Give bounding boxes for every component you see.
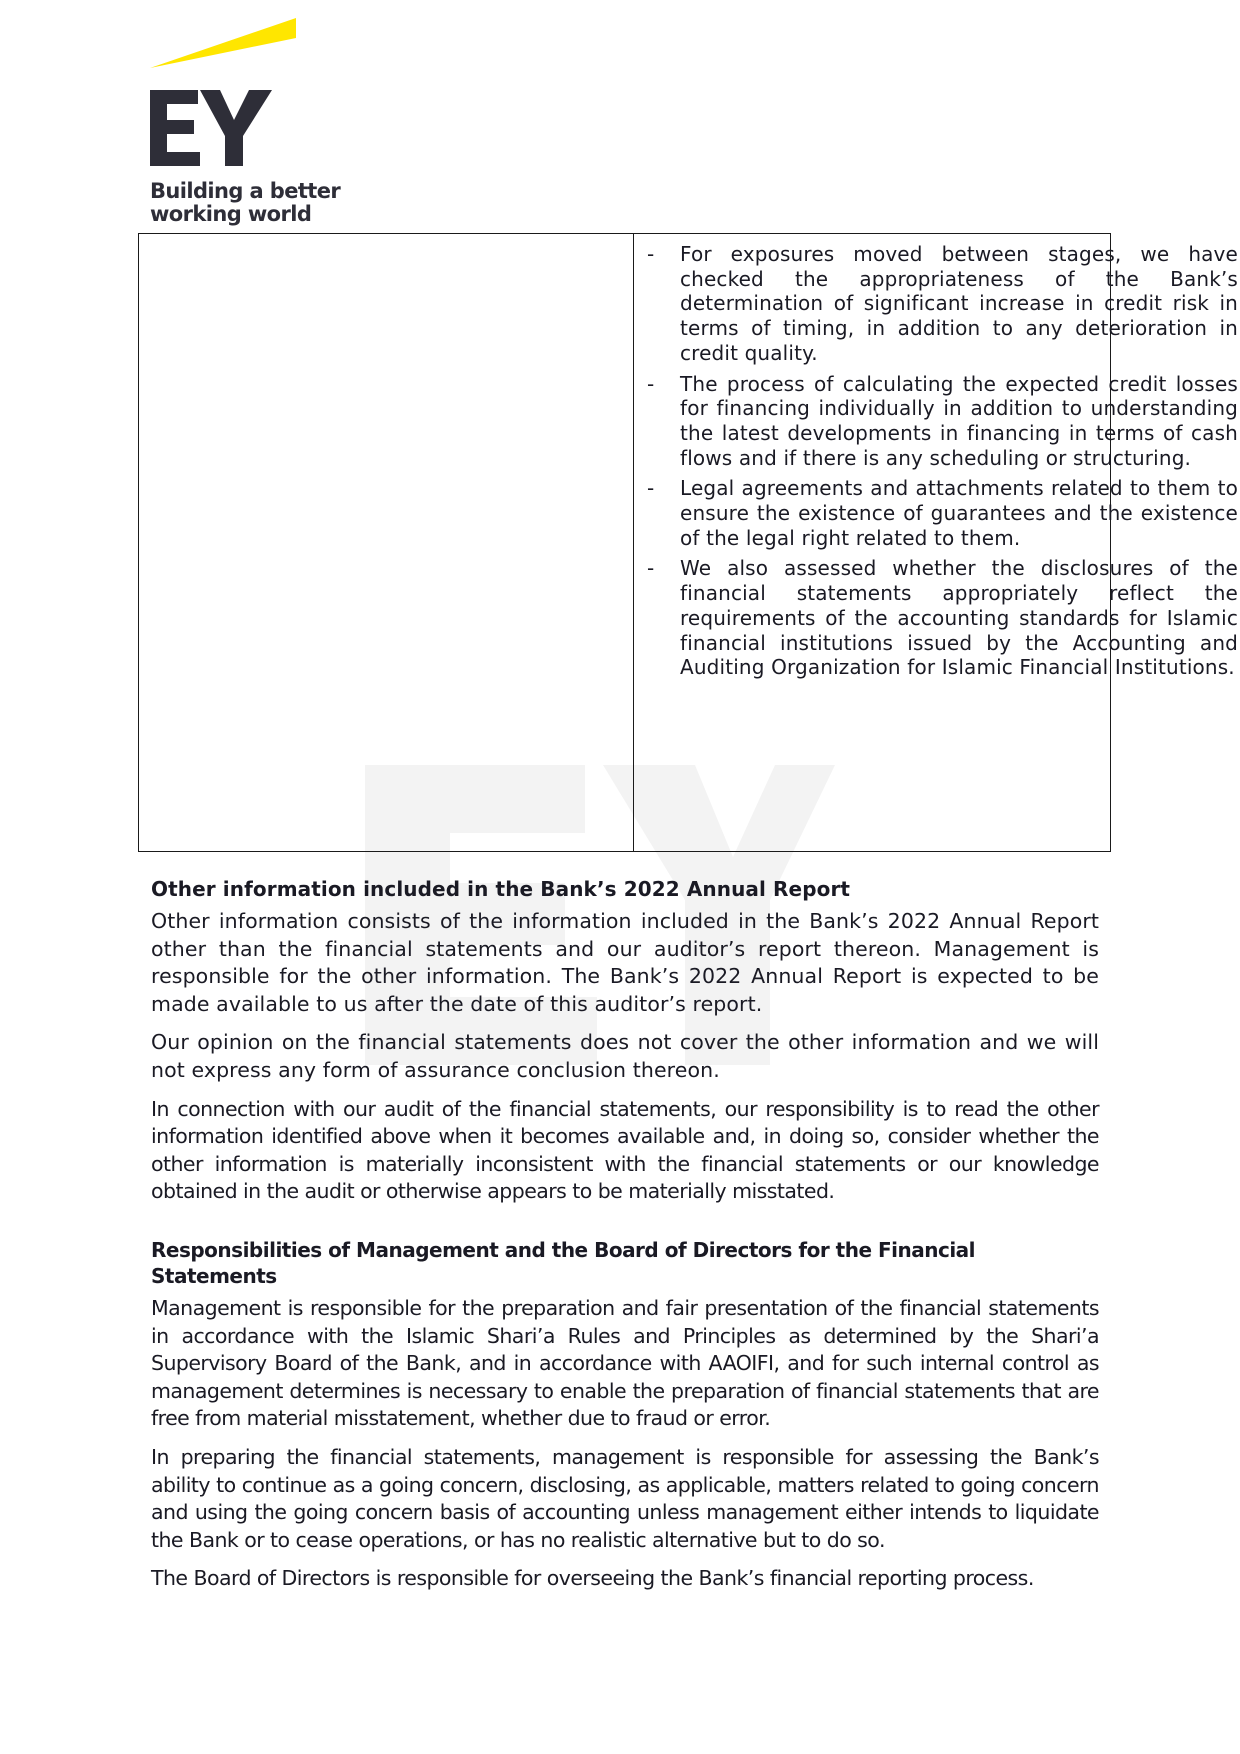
logo-beam-icon [150,16,300,72]
other-information-section [151,876,1099,1217]
dash-bullet: - [647,371,655,396]
paragraph: In preparing the financial statements, management is responsible for assessing the Bank’s ability to continue as a going concern, disclosing, as applicable, matters related to going concern and using the going concern basis of accounting unless management either intends to liquidate the Bank or to cease operations, or has no realistic alternative but to do so. [151,1444,1099,1552]
responsibilities-section [151,1237,1099,1604]
list-item-text: For exposures moved between stages, we have checked the appropriateness of the Bank’s determination of significant increase in credit risk in terms of timing, in addition to any deterioration in credit quality. [680,242,1238,365]
table-column-divider [633,234,634,851]
list-item [647,476,1238,550]
audit-procedures-table [138,233,1238,852]
paragraph: Other information consists of the information included in the Bank’s 2022 Annual Report other than the financial statements and our auditor’s report thereon. Management is responsible for the other information. The Bank’s 2022 Annual Report is expected to be made available to us after the date of this auditor’s report. [151,909,1099,1016]
paragraph: Our opinion on the financial statements does not cover the other information and we will not express any form of assurance conclusion thereon. [151,1030,1099,1082]
tagline-line-2: working world [150,202,312,226]
dash-bullet: - [647,556,655,581]
dash-bullet: - [647,476,655,501]
list-item [647,372,1238,471]
dash-bullet: - [647,242,655,266]
tagline-line-1: Building a better [150,179,341,203]
list-item [647,556,1238,680]
paragraph: The Board of Directors is responsible for overseeing the Bank’s financial reporting process. [151,1566,1034,1591]
list-item-text: We also assessed whether the disclosures of the financial statements appropriately reflect the requirements of the accounting standards for Islamic financial institutions issued by the Accounting and Auditing Organization for Islamic Financial Institutions. [680,556,1238,680]
ey-letters-icon [150,90,276,166]
section-heading: Responsibilities of Management and the Board of Directors for the Financial Statements [151,1238,976,1288]
paragraph: Management is responsible for the preparation and fair presentation of the financial statements in accordance with the Islamic Shari’a Rules and Principles as determined by the Shari’a Supervisory Board of the Bank, and in accordance with AAOIFI, and for such internal control as management determines is necessary to enable the preparation of financial statements that are free from material misstatement, whether due to fraud or error. [151,1296,1099,1431]
paragraph: In connection with our audit of the financial statements, our responsibility is to read the other information identified above when it becomes available and, in doing so, consider whether the other information is materially inconsistent with the financial statements or our knowledge obtained in the audit or otherwise appears to be materially misstated. [151,1096,1099,1204]
procedures-list [647,242,1238,686]
logo-tagline [150,180,340,226]
list-item-text: Legal agreements and attachments related to them to ensure the existence of guarantees and the existence of the legal right related to them. [680,476,1238,550]
list-item [647,242,1238,366]
section-heading: Other information included in the Bank’s 2022 Annual Report [151,877,851,901]
list-item-text: The process of calculating the expected credit losses for financing individually in addition to understanding the latest developments in financing in terms of cash flows and if there is any scheduling or structuring. [680,371,1238,470]
